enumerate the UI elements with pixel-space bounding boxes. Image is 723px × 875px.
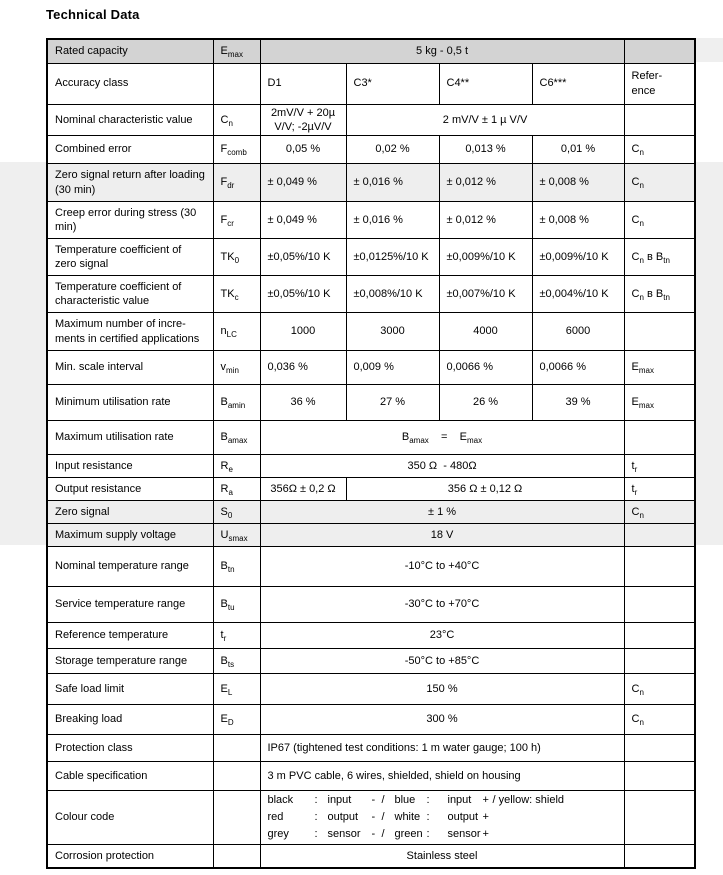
row-label-cell: Minimum utilisation rate <box>47 385 213 421</box>
symbol-cell: $C_n$ <box>213 104 260 136</box>
row-label-cell: Protection class <box>47 735 213 762</box>
symbol-cell: $E_D$ <box>213 705 260 735</box>
table-row <box>47 478 695 501</box>
row-label-cell: Combined error <box>47 136 213 164</box>
row-label-cell: Reference temperature <box>47 623 213 649</box>
table-row <box>47 674 695 705</box>
colour-code-segment: - <box>371 828 376 841</box>
row-label-cell: Maximum utilisation rate <box>47 421 213 455</box>
row-label-cell: Zero signal return after loading (30 min) <box>47 164 213 202</box>
row-label-cell: Maximum supply voltage <box>47 524 213 547</box>
value-cell: ± 0,049 % <box>260 202 346 239</box>
row-label-cell: Min. scale interval <box>47 351 213 385</box>
colour-code-segment: + <box>482 811 489 824</box>
value-cell: 26 % <box>439 385 532 421</box>
symbol-cell: $B_{amin}$ <box>213 385 260 421</box>
value-cell: 36 % <box>260 385 346 421</box>
symbol-cell: $S_0$ <box>213 501 260 524</box>
table-row <box>47 547 695 587</box>
value-cell <box>624 735 695 762</box>
row-label-cell: Output resistance <box>47 478 213 501</box>
symbol-cell: $TK_0$ <box>213 239 260 276</box>
value-cell <box>624 845 695 868</box>
symbol-cell: $n_{LC}$ <box>213 313 260 351</box>
value-cell: -50°C to +85°C <box>260 649 624 674</box>
table-row <box>47 455 695 478</box>
value-cell <box>624 762 695 791</box>
colour-code-segment: grey <box>267 828 289 841</box>
value-cell: C3* <box>346 63 439 104</box>
value-cell: 2mV/V + 20µ V/V; -2µV/V <box>260 104 346 136</box>
row-label-cell: Rated capacity <box>47 39 213 63</box>
symbol-cell: $R_a$ <box>213 478 260 501</box>
symbol-cell: $E_L$ <box>213 674 260 705</box>
value-cell: $t_r$ <box>624 455 695 478</box>
value-cell: 350 Ω - 480Ω <box>260 455 624 478</box>
symbol-cell <box>213 762 260 791</box>
table-row <box>47 623 695 649</box>
colour-code-segment: input <box>327 794 352 807</box>
symbol-cell: $B_{amax}$ <box>213 421 260 455</box>
value-cell: 0,009 % <box>346 351 439 385</box>
value-cell <box>624 313 695 351</box>
value-cell: $C_n$ в $B_{tn}$ <box>624 276 695 313</box>
table-row <box>47 104 695 136</box>
row-label-cell: Nominal characteristic value <box>47 104 213 136</box>
table-row <box>47 313 695 351</box>
symbol-cell: $B_{tu}$ <box>213 587 260 623</box>
value-cell: Refer- ence <box>624 63 695 104</box>
row-label-cell: Service temperature range <box>47 587 213 623</box>
value-cell: $t_r$ <box>624 478 695 501</box>
colour-code-segment: input <box>447 794 472 807</box>
table-row <box>47 705 695 735</box>
colour-code-segment: : <box>426 811 430 824</box>
row-label-cell: Maximum number of incre- ments in certified applications <box>47 313 213 351</box>
value-cell: $C_n$ <box>624 705 695 735</box>
value-cell <box>624 524 695 547</box>
table-row <box>47 239 695 276</box>
page-title: Technical Data <box>46 7 140 22</box>
colour-code-segment: : <box>426 828 430 841</box>
value-cell: C4** <box>439 63 532 104</box>
value-cell: $E_{max}$ <box>624 351 695 385</box>
value-cell: ± 0,012 % <box>439 164 532 202</box>
value-cell: 0,0066 % <box>439 351 532 385</box>
value-cell: ± 0,016 % <box>346 202 439 239</box>
row-label-cell: Cable specification <box>47 762 213 791</box>
symbol-cell <box>213 845 260 868</box>
value-cell: ± 0,049 % <box>260 164 346 202</box>
colour-code-segment: / <box>381 811 385 824</box>
value-cell: 39 % <box>532 385 624 421</box>
value-cell: 0,013 % <box>439 136 532 164</box>
table-row <box>47 791 695 845</box>
colour-code-segment: red <box>267 811 284 824</box>
value-cell: -10°C to +40°C <box>260 547 624 587</box>
table-row <box>47 501 695 524</box>
table-row <box>47 276 695 313</box>
symbol-cell <box>213 63 260 104</box>
table-row <box>47 762 695 791</box>
value-cell: 0,036 % <box>260 351 346 385</box>
symbol-cell <box>213 791 260 845</box>
row-label-cell: Storage temperature range <box>47 649 213 674</box>
value-cell: ± 0,012 % <box>439 202 532 239</box>
row-label-cell: Zero signal <box>47 501 213 524</box>
table-row <box>47 63 695 104</box>
value-cell: 4000 <box>439 313 532 351</box>
table-row <box>47 421 695 455</box>
value-cell <box>624 587 695 623</box>
value-cell: 2 mV/V ± 1 µ V/V <box>346 104 624 136</box>
value-cell: $C_n$ <box>624 501 695 524</box>
value-cell <box>624 649 695 674</box>
value-cell: ± 0,008 % <box>532 164 624 202</box>
value-cell: ±0,004%/10 K <box>532 276 624 313</box>
symbol-cell: $v_{min}$ <box>213 351 260 385</box>
colour-code-segment: + <box>482 828 489 841</box>
value-cell: ±0,05%/10 K <box>260 239 346 276</box>
colour-code-segment: output <box>447 811 479 824</box>
value-cell: 356 Ω ± 0,12 Ω <box>346 478 624 501</box>
value-cell: -30°C to +70°C <box>260 587 624 623</box>
symbol-cell: $R_e$ <box>213 455 260 478</box>
row-label-cell: Input resistance <box>47 455 213 478</box>
value-cell: ± 1 % <box>260 501 624 524</box>
page-background-band-corner <box>694 38 723 62</box>
value-cell: 0,01 % <box>532 136 624 164</box>
value-cell: IP67 (tightened test conditions: 1 m water gauge; 100 h) <box>260 735 624 762</box>
table-row <box>47 587 695 623</box>
value-cell: 27 % <box>346 385 439 421</box>
value-cell: C6*** <box>532 63 624 104</box>
table-row <box>47 649 695 674</box>
colour-code-segment: sensor <box>447 828 481 841</box>
value-cell: $C_n$ <box>624 202 695 239</box>
value-cell <box>624 421 695 455</box>
value-cell: 3 m PVC cable, 6 wires, shielded, shield on housing <box>260 762 624 791</box>
colour-code-segment: output <box>327 811 359 824</box>
colour-code-segment: : <box>314 828 318 841</box>
colour-code-segment <box>493 809 617 826</box>
table-row <box>47 524 695 547</box>
value-cell <box>624 547 695 587</box>
colour-code-segment: white <box>394 811 421 824</box>
symbol-cell: $B_{tn}$ <box>213 547 260 587</box>
table-row <box>47 385 695 421</box>
value-cell: $E_{max}$ <box>624 385 695 421</box>
value-cell: 5 kg - 0,5 t <box>260 39 624 63</box>
table-row <box>47 39 695 63</box>
table-row <box>47 735 695 762</box>
value-cell: 3000 <box>346 313 439 351</box>
value-cell: 23°C <box>260 623 624 649</box>
row-label-cell: Temperature coefficient of characteristic value <box>47 276 213 313</box>
colour-code-segment: / yellow: shield <box>492 794 565 807</box>
value-cell: 0,0066 % <box>532 351 624 385</box>
row-label-cell: Creep error during stress (30 min) <box>47 202 213 239</box>
value-cell: $C_n$ <box>624 164 695 202</box>
value-cell: $C_n$ <box>624 136 695 164</box>
colour-code-segment: - <box>371 794 376 807</box>
row-label-cell: Temperature coefficient of zero signal <box>47 239 213 276</box>
value-cell: $B_{amax}$ = $E_{max}$ <box>260 421 624 455</box>
table-body <box>47 39 695 868</box>
value-cell: 0,05 % <box>260 136 346 164</box>
value-cell <box>624 39 695 63</box>
colour-code-cell <box>260 791 624 845</box>
symbol-cell: $t_r$ <box>213 623 260 649</box>
row-label-cell: Safe load limit <box>47 674 213 705</box>
value-cell: 356Ω ± 0,2 Ω <box>260 478 346 501</box>
colour-code-segment: : <box>426 794 430 807</box>
value-cell: ±0,05%/10 K <box>260 276 346 313</box>
value-cell: 0,02 % <box>346 136 439 164</box>
value-cell: 6000 <box>532 313 624 351</box>
value-cell: ±0,009%/10 K <box>439 239 532 276</box>
technical-data-table <box>46 38 696 869</box>
symbol-cell: $F_{cr}$ <box>213 202 260 239</box>
table-row <box>47 164 695 202</box>
symbol-cell: $B_{ts}$ <box>213 649 260 674</box>
value-cell: $C_n$ <box>624 674 695 705</box>
value-cell: ±0,0125%/10 K <box>346 239 439 276</box>
colour-code-segment: / <box>381 794 385 807</box>
row-label-cell: Breaking load <box>47 705 213 735</box>
colour-code-segment: sensor <box>327 828 361 841</box>
value-cell: 300 % <box>260 705 624 735</box>
colour-code-grid <box>268 792 617 843</box>
value-cell: D1 <box>260 63 346 104</box>
value-cell: ±0,007%/10 K <box>439 276 532 313</box>
table-row <box>47 136 695 164</box>
colour-code-segment: : <box>314 811 318 824</box>
value-cell: 1000 <box>260 313 346 351</box>
value-cell <box>624 623 695 649</box>
colour-code-segment: black <box>267 794 294 807</box>
colour-code-segment: / <box>381 828 385 841</box>
row-label-cell: Accuracy class <box>47 63 213 104</box>
value-cell: 18 V <box>260 524 624 547</box>
value-cell: $C_n$ в $B_{tn}$ <box>624 239 695 276</box>
colour-code-segment: : <box>314 794 318 807</box>
colour-code-segment: + <box>482 794 489 807</box>
value-cell <box>624 104 695 136</box>
table-row <box>47 351 695 385</box>
table-row <box>47 845 695 868</box>
table-row <box>47 202 695 239</box>
symbol-cell <box>213 735 260 762</box>
value-cell: ±0,008%/10 K <box>346 276 439 313</box>
symbol-cell: $U_{smax}$ <box>213 524 260 547</box>
value-cell: ± 0,016 % <box>346 164 439 202</box>
value-cell: ±0,009%/10 K <box>532 239 624 276</box>
colour-code-segment: - <box>371 811 376 824</box>
row-label-cell: Colour code <box>47 791 213 845</box>
value-cell <box>624 791 695 845</box>
value-cell: ± 0,008 % <box>532 202 624 239</box>
colour-code-segment: green <box>394 828 423 841</box>
colour-code-segment <box>493 826 617 843</box>
symbol-cell: $F_{comb}$ <box>213 136 260 164</box>
value-cell: 150 % <box>260 674 624 705</box>
colour-code-segment: blue <box>394 794 416 807</box>
symbol-cell: $F_{dr}$ <box>213 164 260 202</box>
symbol-cell: $E_{max}$ <box>213 39 260 63</box>
row-label-cell: Corrosion protection <box>47 845 213 868</box>
row-label-cell: Nominal temperature range <box>47 547 213 587</box>
value-cell: Stainless steel <box>260 845 624 868</box>
symbol-cell: $TK_c$ <box>213 276 260 313</box>
